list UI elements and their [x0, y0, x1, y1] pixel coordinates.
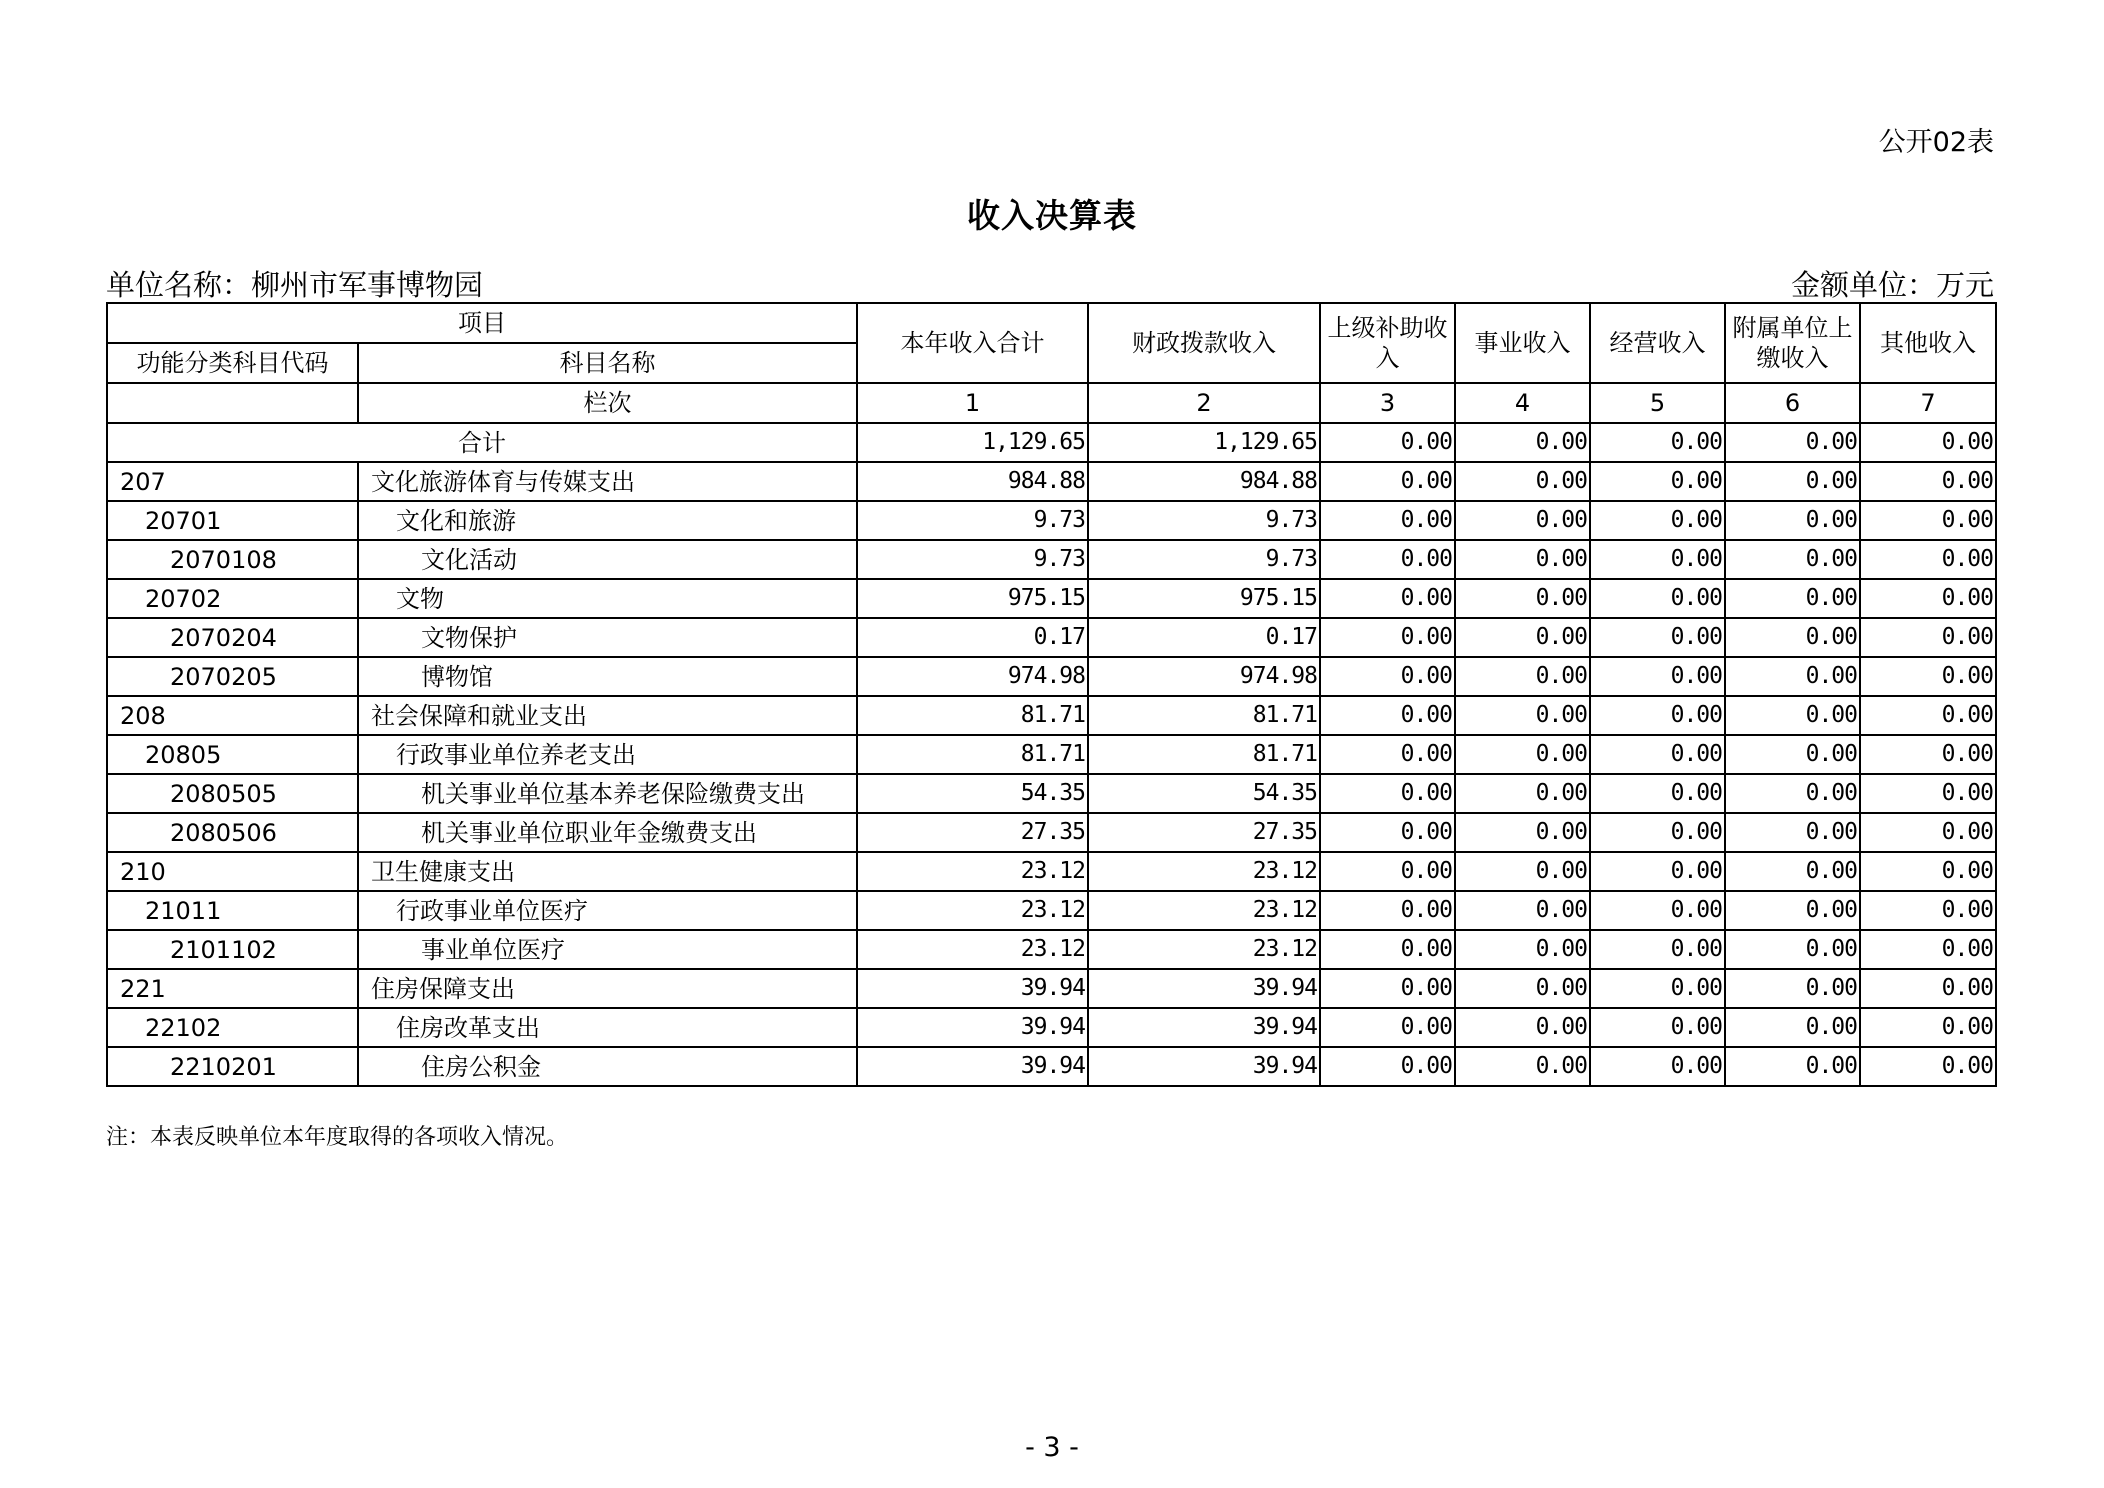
row-value: 0.00: [1320, 774, 1455, 813]
row-code: 20702: [107, 579, 358, 618]
row-subject-name: 住房保障支出: [358, 969, 857, 1008]
row-value: 0.00: [1725, 735, 1860, 774]
row-value: 0.00: [1860, 813, 1996, 852]
row-value: 0.00: [1725, 891, 1860, 930]
row-code: 2080505: [107, 774, 358, 813]
table-row: [107, 657, 1996, 696]
row-value: 0.00: [1860, 969, 1996, 1008]
row-subject-name: 行政事业单位养老支出: [358, 735, 857, 774]
row-value: 0.00: [1455, 774, 1590, 813]
header-total-income: 本年收入合计: [857, 303, 1088, 383]
table-row: [107, 1047, 1996, 1086]
row-value: 0.00: [1320, 462, 1455, 501]
table-row: [107, 813, 1996, 852]
table-row: [107, 540, 1996, 579]
row-value: 54.35: [1088, 774, 1320, 813]
row-value: 23.12: [857, 930, 1088, 969]
row-code: 2070108: [107, 540, 358, 579]
row-value: 0.00: [1725, 618, 1860, 657]
column-index: 3: [1320, 383, 1455, 423]
row-value: 0.00: [1725, 774, 1860, 813]
row-value: 0.00: [1455, 735, 1590, 774]
header-other: 其他收入: [1860, 303, 1996, 383]
header-affiliated: 附属单位上缴收入: [1725, 303, 1860, 383]
row-value: 9.73: [1088, 540, 1320, 579]
row-code: 2070204: [107, 618, 358, 657]
row-value: 0.00: [1455, 852, 1590, 891]
row-value: 9.73: [857, 540, 1088, 579]
column-index: 5: [1590, 383, 1725, 423]
footnote: 注：本表反映单位本年度取得的各项收入情况。: [106, 1125, 569, 1150]
column-index: 4: [1455, 383, 1590, 423]
row-value: 0.00: [1860, 774, 1996, 813]
table-row: [107, 891, 1996, 930]
column-index-label: 栏次: [358, 383, 857, 423]
row-value: 81.71: [1088, 696, 1320, 735]
row-code: 210: [107, 852, 358, 891]
row-value: 23.12: [857, 891, 1088, 930]
row-value: 0.00: [1320, 852, 1455, 891]
row-value: 0.00: [1725, 696, 1860, 735]
header-operating: 经营收入: [1590, 303, 1725, 383]
row-value: 0.00: [1860, 540, 1996, 579]
table-id-label: 公开02表: [1878, 127, 1994, 158]
row-code: 221: [107, 969, 358, 1008]
row-subject-name: 博物馆: [358, 657, 857, 696]
row-value: 0.00: [1455, 1047, 1590, 1086]
row-code: 207: [107, 462, 358, 501]
row-value: 23.12: [1088, 891, 1320, 930]
row-value: 0.00: [1590, 618, 1725, 657]
row-value: 0.00: [1860, 579, 1996, 618]
row-value: 0.00: [1590, 813, 1725, 852]
column-index: 7: [1860, 383, 1996, 423]
row-value: 0.00: [1725, 813, 1860, 852]
row-value: 0.00: [1590, 774, 1725, 813]
row-code: 2101102: [107, 930, 358, 969]
row-value: 0.00: [1320, 813, 1455, 852]
row-value: 0.00: [1455, 969, 1590, 1008]
row-subject-name: 住房公积金: [358, 1047, 857, 1086]
table-row: [107, 1008, 1996, 1047]
row-subject-name: 文化和旅游: [358, 501, 857, 540]
unit-name: 单位名称：柳州市军事博物园: [106, 268, 484, 302]
row-subject-name: 机关事业单位基本养老保险缴费支出: [358, 774, 857, 813]
row-value: 0.00: [1590, 930, 1725, 969]
row-value: 39.94: [857, 1008, 1088, 1047]
row-value: 39.94: [857, 969, 1088, 1008]
page-number: - 3 -: [1025, 1432, 1079, 1463]
row-value: 0.00: [1860, 852, 1996, 891]
row-value: 0.00: [1590, 735, 1725, 774]
row-value: 0.00: [1860, 1008, 1996, 1047]
total-value: 0.00: [1455, 423, 1590, 462]
row-value: 0.00: [1860, 618, 1996, 657]
row-value: 0.00: [1320, 540, 1455, 579]
row-value: 0.00: [1860, 462, 1996, 501]
row-value: 23.12: [1088, 930, 1320, 969]
row-code: 2080506: [107, 813, 358, 852]
row-value: 0.00: [1455, 618, 1590, 657]
row-value: 0.00: [1320, 618, 1455, 657]
row-value: 974.98: [1088, 657, 1320, 696]
row-code: 20805: [107, 735, 358, 774]
total-value: 0.00: [1860, 423, 1996, 462]
row-subject-name: 事业单位医疗: [358, 930, 857, 969]
row-subject-name: 文化活动: [358, 540, 857, 579]
row-value: 0.00: [1455, 1008, 1590, 1047]
header-business: 事业收入: [1455, 303, 1590, 383]
row-value: 0.00: [1455, 891, 1590, 930]
row-value: 0.00: [1860, 1047, 1996, 1086]
table-row: [107, 579, 1996, 618]
row-value: 0.00: [1455, 657, 1590, 696]
row-value: 23.12: [1088, 852, 1320, 891]
header-func-code: 功能分类科目代码: [107, 343, 358, 383]
column-index-row: [107, 383, 1996, 423]
table-row: [107, 462, 1996, 501]
page-title: 收入决算表: [967, 196, 1137, 235]
row-value: 0.00: [1320, 735, 1455, 774]
row-value: 39.94: [1088, 1047, 1320, 1086]
row-value: 974.98: [857, 657, 1088, 696]
row-value: 0.00: [1590, 969, 1725, 1008]
row-value: 0.00: [1320, 579, 1455, 618]
amount-unit: 金额单位：万元: [1790, 268, 1994, 302]
row-value: 0.00: [1455, 696, 1590, 735]
row-value: 0.00: [1860, 657, 1996, 696]
row-value: 0.00: [1590, 462, 1725, 501]
row-value: 0.00: [1320, 969, 1455, 1008]
row-value: 0.00: [1455, 462, 1590, 501]
total-value: 1,129.65: [1088, 423, 1320, 462]
row-value: 975.15: [1088, 579, 1320, 618]
table-row: [107, 501, 1996, 540]
row-value: 0.00: [1725, 1047, 1860, 1086]
total-value: 0.00: [1725, 423, 1860, 462]
row-value: 0.00: [1860, 696, 1996, 735]
row-value: 39.94: [857, 1047, 1088, 1086]
header-fiscal: 财政拨款收入: [1088, 303, 1320, 383]
table-row: [107, 735, 1996, 774]
row-value: 0.00: [1320, 1008, 1455, 1047]
row-value: 0.00: [1455, 579, 1590, 618]
table-row: [107, 852, 1996, 891]
row-value: 0.00: [1590, 1008, 1725, 1047]
row-value: 0.00: [1320, 657, 1455, 696]
row-subject-name: 文物保护: [358, 618, 857, 657]
row-value: 39.94: [1088, 1008, 1320, 1047]
header-superior-subsidy: 上级补助收入: [1320, 303, 1455, 383]
column-index-blank: [107, 383, 358, 423]
row-value: 0.00: [1860, 891, 1996, 930]
header-subject-name: 科目名称: [358, 343, 857, 383]
column-index: 2: [1088, 383, 1320, 423]
row-value: 0.00: [1860, 735, 1996, 774]
row-value: 0.00: [1860, 930, 1996, 969]
row-code: 21011: [107, 891, 358, 930]
row-value: 81.71: [1088, 735, 1320, 774]
row-code: 20701: [107, 501, 358, 540]
row-value: 0.00: [1725, 462, 1860, 501]
row-value: 0.00: [1725, 579, 1860, 618]
row-subject-name: 行政事业单位医疗: [358, 891, 857, 930]
table-row: [107, 969, 1996, 1008]
row-code: 22102: [107, 1008, 358, 1047]
row-value: 0.00: [1590, 540, 1725, 579]
total-row: [107, 423, 1996, 462]
table-row: [107, 618, 1996, 657]
row-value: 0.17: [857, 618, 1088, 657]
header-row-1: [107, 303, 1996, 343]
total-value: 0.00: [1590, 423, 1725, 462]
row-value: 0.00: [1725, 501, 1860, 540]
table-row: [107, 774, 1996, 813]
row-value: 0.00: [1590, 579, 1725, 618]
row-value: 0.00: [1455, 813, 1590, 852]
total-value: 0.00: [1320, 423, 1455, 462]
row-value: 0.00: [1455, 540, 1590, 579]
table-row: [107, 930, 1996, 969]
row-value: 0.00: [1725, 1008, 1860, 1047]
row-value: 0.00: [1590, 852, 1725, 891]
income-table: [106, 302, 1997, 1087]
row-subject-name: 文化旅游体育与传媒支出: [358, 462, 857, 501]
row-value: 81.71: [857, 735, 1088, 774]
column-index: 6: [1725, 383, 1860, 423]
row-value: 23.12: [857, 852, 1088, 891]
row-value: 0.00: [1725, 540, 1860, 579]
row-value: 9.73: [1088, 501, 1320, 540]
row-value: 39.94: [1088, 969, 1320, 1008]
row-value: 27.35: [1088, 813, 1320, 852]
column-index: 1: [857, 383, 1088, 423]
row-subject-name: 卫生健康支出: [358, 852, 857, 891]
row-value: 0.17: [1088, 618, 1320, 657]
row-value: 0.00: [1320, 1047, 1455, 1086]
row-value: 0.00: [1455, 930, 1590, 969]
row-subject-name: 文物: [358, 579, 857, 618]
row-subject-name: 社会保障和就业支出: [358, 696, 857, 735]
row-value: 984.88: [857, 462, 1088, 501]
total-value: 1,129.65: [857, 423, 1088, 462]
row-code: 208: [107, 696, 358, 735]
row-value: 984.88: [1088, 462, 1320, 501]
row-subject-name: 住房改革支出: [358, 1008, 857, 1047]
row-value: 0.00: [1590, 501, 1725, 540]
row-value: 975.15: [857, 579, 1088, 618]
row-value: 54.35: [857, 774, 1088, 813]
row-value: 0.00: [1320, 501, 1455, 540]
row-value: 9.73: [857, 501, 1088, 540]
row-value: 0.00: [1725, 969, 1860, 1008]
row-value: 0.00: [1590, 657, 1725, 696]
row-subject-name: 机关事业单位职业年金缴费支出: [358, 813, 857, 852]
row-value: 0.00: [1860, 501, 1996, 540]
row-value: 0.00: [1725, 930, 1860, 969]
row-value: 0.00: [1455, 501, 1590, 540]
row-value: 27.35: [857, 813, 1088, 852]
total-label: 合计: [107, 423, 857, 462]
row-value: 0.00: [1590, 696, 1725, 735]
row-value: 0.00: [1590, 891, 1725, 930]
row-value: 0.00: [1320, 696, 1455, 735]
row-value: 0.00: [1725, 852, 1860, 891]
row-value: 0.00: [1725, 657, 1860, 696]
row-value: 0.00: [1320, 930, 1455, 969]
header-project: 项目: [107, 303, 857, 343]
row-value: 0.00: [1590, 1047, 1725, 1086]
row-code: 2210201: [107, 1047, 358, 1086]
row-value: 81.71: [857, 696, 1088, 735]
row-code: 2070205: [107, 657, 358, 696]
table-row: [107, 696, 1996, 735]
row-value: 0.00: [1320, 891, 1455, 930]
